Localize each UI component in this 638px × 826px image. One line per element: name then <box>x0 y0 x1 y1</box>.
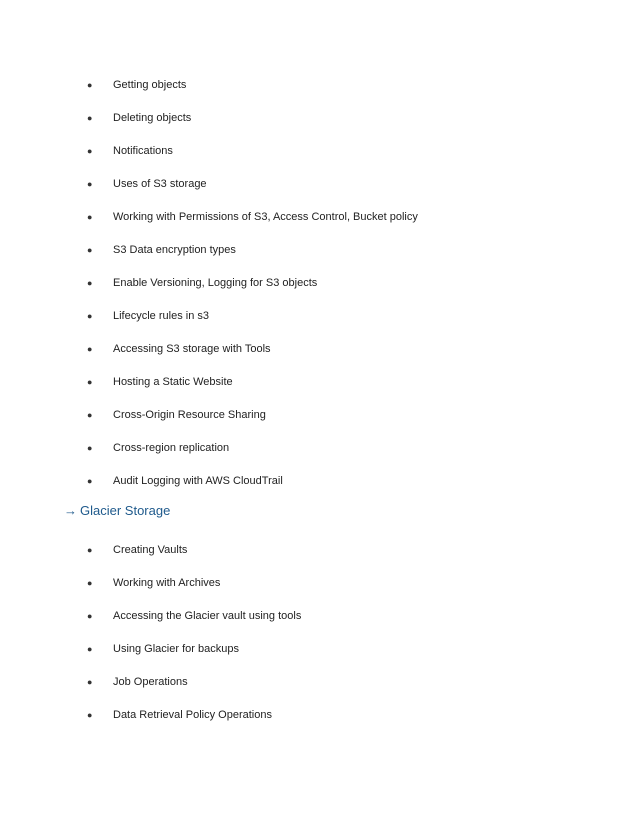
list-item-text: Enable Versioning, Logging for S3 objects <box>113 277 318 289</box>
list-item-text: Cross-Origin Resource Sharing <box>113 409 266 421</box>
list-item-text: Audit Logging with AWS CloudTrail <box>113 475 283 487</box>
list-item-text: Notifications <box>113 145 173 157</box>
list-item-text: Working with Permissions of S3, Access Control, Bucket policy <box>113 211 418 223</box>
bullet-icon: ● <box>87 179 93 189</box>
list-item-text: Uses of S3 storage <box>113 178 207 190</box>
list-item-text: Data Retrieval Policy Operations <box>113 709 272 721</box>
heading-text: Glacier Storage <box>80 503 171 518</box>
list-item-text: Job Operations <box>113 676 188 688</box>
bullet-icon: ● <box>87 311 93 321</box>
bullet-icon: ● <box>87 710 93 720</box>
bullet-icon: ● <box>87 377 93 387</box>
list-item-text: Using Glacier for backups <box>113 643 239 655</box>
list-item-text: S3 Data encryption types <box>113 244 236 256</box>
bullet-icon: ● <box>87 677 93 687</box>
bullet-icon: ● <box>87 578 93 588</box>
bullet-icon: ● <box>87 113 93 123</box>
bullet-icon: ● <box>87 146 93 156</box>
list-item-text: Deleting objects <box>113 112 192 124</box>
list-item-text: Accessing the Glacier vault using tools <box>113 610 302 622</box>
glacier-storage-heading <box>64 502 170 520</box>
bullet-icon: ● <box>87 278 93 288</box>
bullet-icon: ● <box>87 344 93 354</box>
arrow-right-icon: → <box>64 503 77 518</box>
list-item-text: Lifecycle rules in s3 <box>113 310 209 322</box>
bullet-icon: ● <box>87 545 93 555</box>
list-item-text: Accessing S3 storage with Tools <box>113 343 271 355</box>
list-item-text: Getting objects <box>113 79 187 91</box>
bullet-icon: ● <box>87 212 93 222</box>
bullet-icon: ● <box>87 443 93 453</box>
bullet-icon: ● <box>87 245 93 255</box>
bullet-icon: ● <box>87 476 93 486</box>
list-item-text: Hosting a Static Website <box>113 376 233 388</box>
bullet-icon: ● <box>87 410 93 420</box>
list-item-text: Working with Archives <box>113 577 221 589</box>
bullet-icon: ● <box>87 644 93 654</box>
bullet-icon: ● <box>87 611 93 621</box>
list-item-text: Cross-region replication <box>113 442 230 454</box>
bullet-icon: ● <box>87 80 93 90</box>
list-item-text: Creating Vaults <box>113 544 188 556</box>
